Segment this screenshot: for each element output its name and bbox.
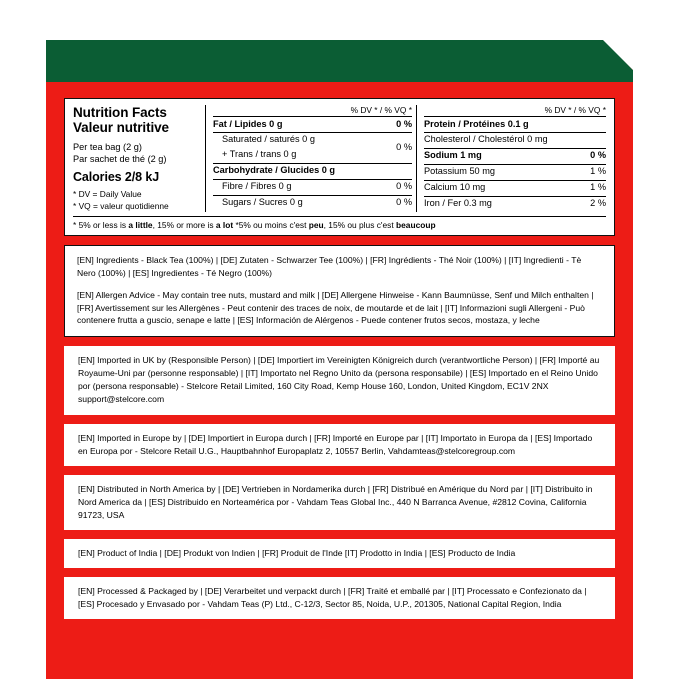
green-header-band xyxy=(46,40,633,82)
dv-header-right: % DV * / % VQ * xyxy=(544,105,606,115)
nutrient-row-sodium xyxy=(424,148,606,164)
processed-packaged-text: [EN] Processed & Packaged by | [DE] Verarbeitet und verpackt durch | [FR] Traité et emballé par | [IT] Processato e Confezionato da | [ES] Procesado y Envasado por - Vahdam Teas (P) Ltd., C-12/3, Sector 85, Noida, U.P., 201305, National Capital Region, India xyxy=(78,585,587,609)
nutrient-row-protein xyxy=(424,116,606,132)
imported-uk-text: [EN] Imported in UK by (Responsible Person) | [DE] Importiert im Vereinigten Königreich durch (verantwortliche Person) | [FR] Importé au Royaume-Uni par (personne responsable) | [IT] Importato nel Regno Unito da (persona responsabile) | [ES] Importado en el Reino Unido por (persona responsable) - Stelcore Retail Limited, 160 City Road, Kemp House 160, London, United Kingdom, EC1V 2NX support@stelcore.com xyxy=(78,355,600,405)
nutrient-dv: 0 % xyxy=(396,197,412,208)
nutrient-name: Fat / Lipides 0 g xyxy=(213,118,283,129)
nutrient-row-potassium xyxy=(424,164,606,180)
nutrition-title-fr: Valeur nutritive xyxy=(73,120,169,136)
nutrition-column-right-values xyxy=(416,105,606,212)
footnote-mid: , 15% or more is xyxy=(152,219,216,230)
nutrient-name: Cholesterol / Cholestérol 0 mg xyxy=(424,134,548,145)
nutrient-name: Carbohydrate / Glucides 0 g xyxy=(213,165,336,176)
footnote-dv-en: * DV = Daily Value xyxy=(73,189,142,200)
nutrient-name: Calcium 10 mg xyxy=(424,182,486,193)
nutrition-table xyxy=(73,105,606,212)
nutrient-row-cholesterol xyxy=(424,132,606,148)
nutrition-column-left-values xyxy=(205,105,416,212)
nutrient-dv: 0 % xyxy=(396,141,412,152)
imported-europe-text: [EN] Imported in Europe by | [DE] Importiert in Europa durch | [FR] Importé en Europe par | [IT] Importato in Europa da | [ES] Importado en Europa por - Stelcore Retail U.G., Hauptbahnhof Europaplatz 2, 10557 Berlin, Vahdamteas@stelcoregroup.com xyxy=(78,432,593,456)
serving-size xyxy=(73,142,199,165)
nutrient-row-sugars xyxy=(213,195,412,211)
serving-en: Per tea bag (2 g) xyxy=(73,142,142,153)
nutrient-name: + Trans / trans 0 g xyxy=(222,149,297,160)
footnote-lot: a lot xyxy=(215,219,234,230)
nutrient-dv: 0 % xyxy=(590,150,606,161)
ingredients-allergens-box xyxy=(64,245,615,337)
calories-value: Calories 2/8 kJ xyxy=(73,170,160,185)
processed-packaged-block xyxy=(64,577,615,619)
nutrient-name: Iron / Fer 0.3 mg xyxy=(424,198,492,209)
nutrient-name: Saturated / saturés 0 g xyxy=(222,134,315,145)
footnote-vq-fr: * VQ = valeur quotidienne xyxy=(73,200,169,211)
nutrient-dv: 0 % xyxy=(396,181,412,192)
country-of-origin-block xyxy=(64,539,615,568)
footnote-fr-beaucoup: beaucoup xyxy=(396,219,436,230)
dv-header-mid: % DV * / % VQ * xyxy=(350,105,412,115)
allergen-advice-text: [EN] Allergen Advice - May contain tree nuts, mustard and milk | [DE] Allergene Hinweise - Kann Baumnüsse, Senf und Milch enthalten | [FR] Avertissement sur les Allergènes - Peut contenir des traces de noix, de moutarde et de lait | [IT] Informazioni sugli Allergeni - Può contenere frutta a guscio, senape e latte | [ES] Información de Alérgenos - Puede contener frutos secos, mostaza, y leche xyxy=(77,289,594,326)
footnote-percent-guidance xyxy=(73,216,606,231)
nutrient-row-carbohydrate xyxy=(213,163,412,179)
nutrient-row-iron xyxy=(424,196,606,212)
nutrient-dv: 0 % xyxy=(396,118,412,129)
nutrient-dv: 2 % xyxy=(590,198,606,209)
nutrient-row-fat xyxy=(213,116,412,132)
distributed-north-america-text: [EN] Distributed in North America by | [DE] Vertrieben in Nordamerika durch | [FR] Distribué en Amérique du Nord par | [IT] Distribuito in Nord America da | [ES] Distribuido en Norteamérica por - Vahdam Teas Global Inc., 440 N Barranca Avenue, #2812 Covina, California 91723, USA xyxy=(78,483,593,520)
footnote-little: a little xyxy=(128,219,153,230)
nutrient-name: Protein / Protéines 0.1 g xyxy=(424,118,529,129)
nutrient-row-fibre xyxy=(213,179,412,195)
serving-fr: Par sachet de thé (2 g) xyxy=(73,153,167,164)
nutrient-dv: 1 % xyxy=(590,166,606,177)
product-of-india-text: [EN] Product of India | [DE] Produkt von Indien | [FR] Produit de l'Inde [IT] Prodotto in India | [ES] Producto de India xyxy=(78,547,516,558)
nutrient-name: Potassium 50 mg xyxy=(424,166,495,177)
label-content xyxy=(46,82,633,679)
footnote-fr-pre: *5% ou moins c'est xyxy=(233,219,309,230)
nutrition-facts-panel xyxy=(64,98,615,236)
nutrient-group-saturated-trans xyxy=(213,132,412,163)
ingredients-text: [EN] Ingredients - Black Tea (100%) | [DE] Zutaten - Schwarzer Tee (100%) | [FR] Ingrédients - Thé Noir (100%) | [IT] Ingredienti - Tè Nero (100%) | [ES] Ingredientes - Té Negro (100%) xyxy=(77,254,582,278)
footnote-pre: * 5% or less is xyxy=(73,219,129,230)
nutrient-dv: 1 % xyxy=(590,182,606,193)
page-title xyxy=(73,105,199,135)
footnote-fr-mid: , 15% ou plus c'est xyxy=(323,219,397,230)
footnote-dv xyxy=(73,189,199,212)
nutrition-heading-column xyxy=(73,105,205,212)
nutrient-row-calcium xyxy=(424,180,606,196)
importer-europe-block xyxy=(64,424,615,466)
nutrient-name: Sugars / Sucres 0 g xyxy=(222,197,303,208)
importer-distributor-block xyxy=(64,346,615,414)
nutrient-name: Fibre / Fibres 0 g xyxy=(222,181,292,192)
nutrition-title-en: Nutrition Facts xyxy=(73,105,167,120)
distributor-north-america-block xyxy=(64,475,615,530)
footnote-fr-peu: peu xyxy=(308,219,324,230)
tea-package-back-panel xyxy=(46,40,633,679)
nutrient-name: Sodium 1 mg xyxy=(424,150,482,161)
